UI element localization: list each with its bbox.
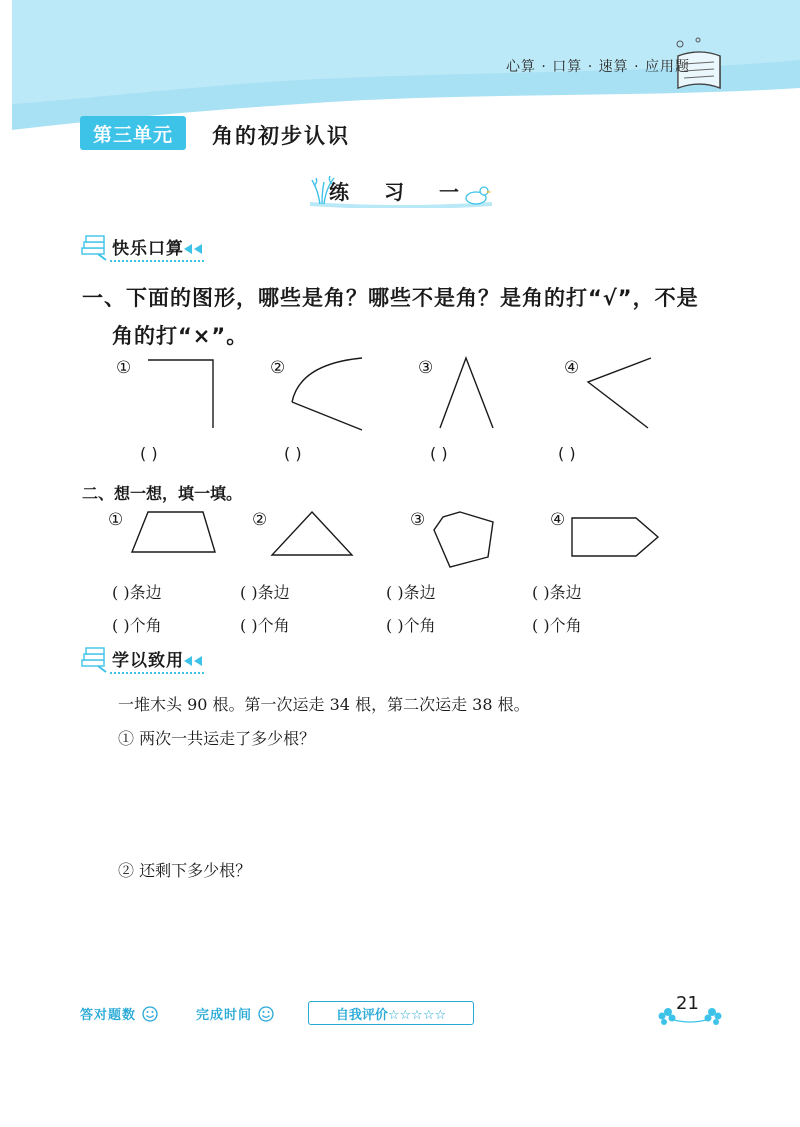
figure-number: ②	[270, 358, 286, 378]
footer-correct-label: 答对题数	[80, 1008, 137, 1023]
shape-number: ②	[252, 510, 268, 530]
sides-blank[interactable]: ( )条边	[532, 583, 582, 602]
figure-answer-blank[interactable]: ( )	[558, 444, 576, 463]
smiley-icon	[258, 1006, 274, 1022]
header-tagline: 心算 · 口算 · 速算 · 应用题	[505, 59, 690, 75]
application-question-2: ② 还剩下多少根？	[118, 861, 252, 880]
q1-line1: 一、下面的图形，哪些是角？哪些不是角？是角的打“√”，不是	[82, 286, 699, 310]
footer-time-label: 完成时间	[196, 1008, 253, 1023]
unit-badge: 第三单元	[80, 116, 186, 150]
books-icon	[80, 234, 110, 262]
shape-triangle	[272, 512, 352, 555]
figure-4-angle	[588, 358, 651, 428]
shape-number: ①	[108, 510, 124, 530]
figure-number: ④	[564, 358, 580, 378]
q2-shapes	[0, 500, 800, 570]
section-heading-application	[80, 646, 230, 676]
figure-3-angle	[440, 358, 493, 428]
application-problem: 一堆木头 90 根。第一次运走 34 根，第二次运走 38 根。	[118, 695, 530, 714]
shape-pentagon	[572, 518, 658, 556]
figure-answer-blank[interactable]: ( )	[140, 444, 158, 463]
sides-blank[interactable]: ( )条边	[112, 583, 162, 602]
shape-number: ③	[410, 510, 426, 530]
angles-blank[interactable]: ( )个角	[386, 616, 436, 635]
sides-blank[interactable]: ( )条边	[386, 583, 436, 602]
arrow-left-icon	[184, 656, 204, 666]
q1-figures	[0, 340, 800, 440]
q2-title: 二、想一想，填一填。	[82, 484, 243, 503]
angles-blank[interactable]: ( )个角	[240, 616, 290, 635]
section-label: 快乐口算	[112, 239, 184, 259]
footer-time-used	[196, 1004, 274, 1023]
q1-line2: 角的打“×”。	[112, 324, 249, 348]
application-question-1: ① 两次一共运走了多少根？	[118, 729, 316, 748]
figure-answer-blank[interactable]: ( )	[284, 444, 302, 463]
figure-number: ③	[418, 358, 434, 378]
section-label: 学以致用	[112, 651, 184, 671]
page-number: 21	[676, 993, 699, 1014]
books-icon	[80, 646, 110, 674]
shape-hexagon	[434, 512, 493, 567]
angles-blank[interactable]: ( )个角	[532, 616, 582, 635]
footer-self-evaluation[interactable]: 自我评价☆☆☆☆☆	[308, 1001, 474, 1025]
figure-1-right-angle	[148, 360, 213, 428]
figure-2-arc-shape	[292, 358, 362, 430]
angles-blank[interactable]: ( )个角	[112, 616, 162, 635]
footer-correct-count	[80, 1004, 158, 1023]
section-heading-mental-math	[80, 234, 230, 264]
exercise-title: 练 习 一	[329, 180, 473, 204]
smiley-icon	[142, 1006, 158, 1022]
unit-title: 角的初步认识	[212, 124, 350, 148]
figure-answer-blank[interactable]: ( )	[430, 444, 448, 463]
sides-blank[interactable]: ( )条边	[240, 583, 290, 602]
arrow-left-icon	[184, 244, 204, 254]
shape-number: ④	[550, 510, 566, 530]
figure-number: ①	[116, 358, 132, 378]
shape-trapezoid	[132, 512, 215, 552]
